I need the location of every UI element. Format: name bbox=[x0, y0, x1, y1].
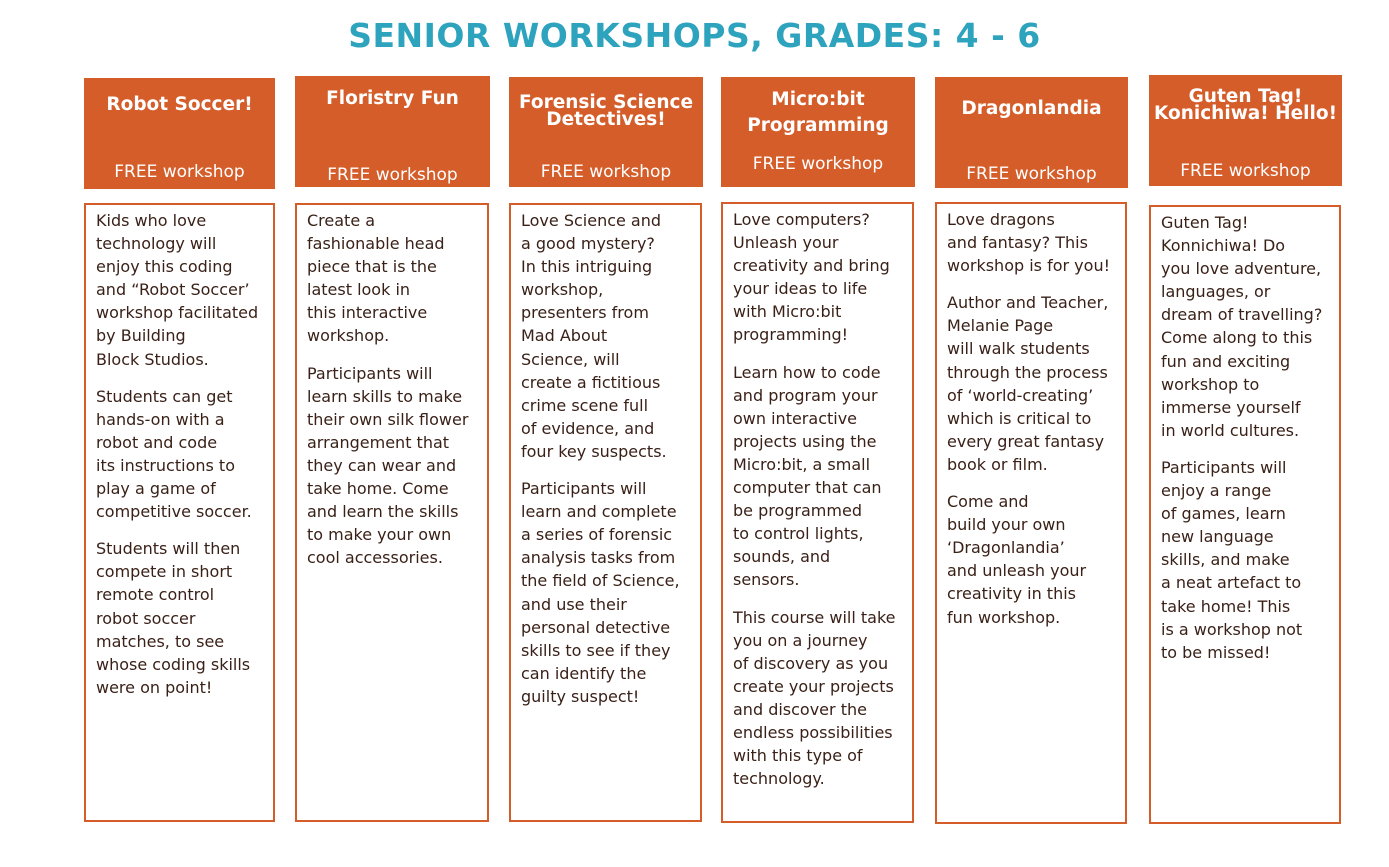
description-paragraph: Learn how to code and program your own interactive projects using the Micro:bit, a small computer that can be programmed to control lights, sounds, and sensors. bbox=[733, 362, 882, 590]
description-paragraph: Come and build your own ‘Dragonlandia’ and unleash your creativity in this fun workshop. bbox=[947, 492, 1087, 627]
workshop-title: Forensic Science Detectives! bbox=[518, 92, 694, 130]
workshop-title: Dragonlandia bbox=[961, 98, 1102, 119]
workshop-header bbox=[509, 77, 703, 187]
description-paragraph: Students will then compete in short remote control robot soccer matches, to see whose coding skills were on point! bbox=[96, 539, 251, 697]
description-paragraph: Kids who love technology will enjoy this coding and “Robot Soccer’ workshop facilitated by Building Block Studios. bbox=[96, 211, 259, 369]
workshop-header bbox=[295, 76, 490, 187]
page-title: SENIOR WORKSHOPS, GRADES: 4 - 6 bbox=[348, 16, 1041, 55]
workshop-description bbox=[84, 203, 275, 822]
workshop-description bbox=[721, 202, 914, 823]
workshop-description bbox=[509, 203, 702, 822]
description-paragraph: Love computers? Unleash your creativity and bring your ideas to life with Micro:bit programming! bbox=[733, 210, 890, 345]
workshop-title: Robot Soccer! bbox=[106, 94, 253, 115]
workshop-price: FREE workshop bbox=[327, 165, 458, 185]
workshop-description bbox=[1149, 205, 1341, 824]
workshop-card-guten-tag bbox=[1149, 75, 1342, 824]
workshop-title: Guten Tag! Konichiwa! Hello! bbox=[1153, 86, 1338, 124]
workshop-title: Floristry Fun bbox=[326, 88, 459, 109]
workshop-card-robot-soccer bbox=[84, 78, 275, 822]
workshop-price: FREE workshop bbox=[752, 154, 884, 174]
workshop-price: FREE workshop bbox=[114, 162, 245, 182]
description-paragraph: Students can get hands-on with a robot and code its instructions to play a game of competitive soccer. bbox=[96, 386, 252, 522]
workshop-header bbox=[721, 77, 915, 187]
description-paragraph: Guten Tag! Konnichiwa! Do you love adventure, languages, or dream of travelling? Come along to this fun and exciting workshop to immerse yourself in world cultures. bbox=[1161, 213, 1323, 440]
description-paragraph: This course will take you on a journey of discovery as you create your projects and discover the endless possibilities with this type of technology. bbox=[733, 607, 896, 789]
workshop-price: FREE workshop bbox=[1180, 161, 1311, 181]
workshop-card-dragonlandia bbox=[935, 77, 1128, 824]
workshop-header bbox=[935, 77, 1128, 188]
description-paragraph: Author and Teacher, Melanie Page will walk students through the process of ‘world-creating’ which is critical to every great fantasy book or film. bbox=[947, 293, 1109, 474]
workshop-header bbox=[1149, 75, 1342, 186]
workshop-card-microbit bbox=[721, 77, 915, 823]
workshop-description bbox=[935, 202, 1127, 824]
description-paragraph: Participants will enjoy a range of games, learn new language skills, and make a neat artefact to take home! This is a workshop not to be missed! bbox=[1161, 457, 1303, 662]
workshop-header bbox=[84, 78, 275, 189]
description-paragraph: Love Science and a good mystery? In this intriguing workshop, presenters from Mad About Science, will create a fictitious crime scene full of evidence, and four key suspects. bbox=[521, 211, 667, 461]
description-paragraph: Create a fashionable head piece that is the latest look in this interactive workshop. bbox=[307, 211, 445, 346]
workshop-card-forensic-science bbox=[509, 77, 703, 822]
workshop-price: FREE workshop bbox=[540, 162, 672, 182]
workshop-description bbox=[295, 203, 489, 822]
workshop-card-floristry-fun bbox=[295, 76, 490, 822]
description-paragraph: Participants will learn and complete a series of forensic analysis tasks from the field of Science, and use their personal detective skills to see if they can identify the guilty suspect! bbox=[521, 479, 680, 706]
description-paragraph: Love dragons and fantasy? This workshop is for you! bbox=[947, 210, 1110, 276]
description-paragraph: Participants will learn skills to make their own silk flower arrangement that they can wear and take home. Come and learn the skills to make your own cool accessories. bbox=[307, 363, 469, 568]
workshop-title: Micro:bit Programming bbox=[747, 89, 889, 136]
workshop-price: FREE workshop bbox=[966, 164, 1097, 184]
